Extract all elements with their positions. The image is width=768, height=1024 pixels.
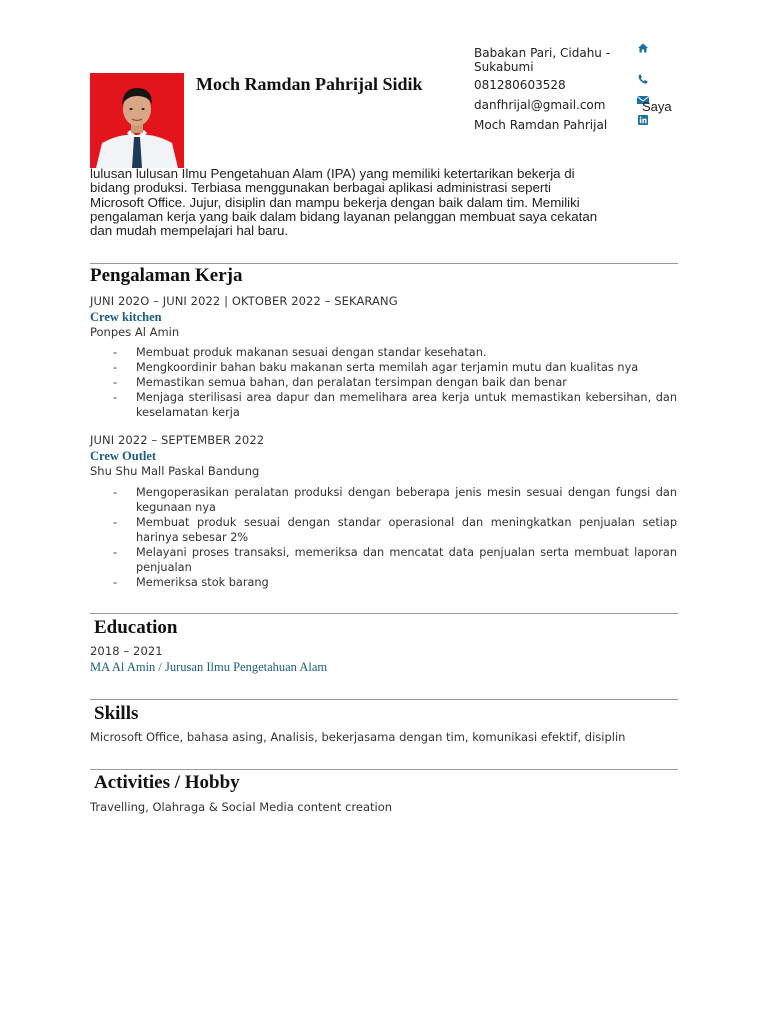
bullet-marker: - [113,346,118,359]
bullet-marker: - [113,486,118,499]
list-item-text: Melayani proses transaksi, memeriksa dan mencatat data penjualan serta membuat laporan penjualan [136,546,677,574]
summary-line: lulusan lulusan Ilmu Pengetahuan Alam (IPA) yang memiliki ketertarikan bekerja di [90,166,575,181]
list-item [113,360,677,375]
list-item [113,545,677,575]
education-date: 2018 – 2021 [90,644,163,658]
job-date: JUNI 2022 – SEPTEMBER 2022 [90,433,265,447]
bullet-marker: - [113,361,118,374]
bullet-marker: - [113,516,118,529]
activities-heading: Activities / Hobby [94,772,240,793]
address-line-1: Babakan Pari, Cidahu - [474,46,611,60]
list-item-text: Membuat produk makanan sesuai dengan standar kesehatan. [136,346,487,359]
list-item-text: Menjaga sterilisasi area dapur dan memelihara area kerja untuk memastikan kebersihan, dan keselamatan kerja [136,391,677,419]
summary-line: Microsoft Office. Jujur, disiplin dan mampu bekerja dengan baik dalam tim. Memiliki [90,194,580,210]
section-divider [90,263,678,264]
candidate-name: Moch Ramdan Pahrijal Sidik [196,74,423,94]
education-heading: Education [94,617,178,638]
list-item-text: Memastikan semua bahan, dan peralatan tersimpan dengan baik dan benar [136,376,567,389]
job-date: JUNI 202O – JUNI 2022 | OKTOBER 2022 – SEKARANG [90,294,398,308]
job-role: Crew kitchen [90,310,162,324]
job-organization: Shu Shu Mall Paskal Bandung [90,464,260,478]
list-item-text: Mengkoordinir bahan baku makanan serta memilah agar terjamin mutu dan kualitas nya [136,361,639,374]
profile-photo [90,73,184,168]
list-item [113,515,677,545]
summary-line: pengalaman kerja yang baik dalam bidang layanan pelanggan membuat saya cekatan [90,208,598,224]
list-item [113,375,677,390]
list-item-text: Mengoperasikan peralatan produksi dengan beberapa jenis mesin sesuai dengan fungsi dan kegunaan nya [136,486,677,514]
bullet-marker: - [113,391,118,404]
skills-list: Microsoft Office, bahasa asing, Analisis, bekerjasama dengan tim, komunikasi efektif, disiplin [90,730,626,744]
experience-heading: Pengalaman Kerja [90,265,243,286]
bullet-marker: - [113,576,118,589]
activities-list: Travelling, Olahraga & Social Media content creation [90,800,393,814]
summary-line: dan mudah mempelajari hal baru. [90,223,289,239]
bullet-marker: - [113,546,118,559]
profile-summary [90,167,678,238]
job-duties-list [113,485,677,590]
list-item [113,575,677,590]
linkedin-name[interactable]: Moch Ramdan Pahrijal [474,118,608,132]
email-address[interactable]: danfhrijal@gmail.com [474,98,606,112]
section-divider [90,699,678,700]
address-line-2: Sukabumi [474,60,534,74]
phone-number: 081280603528 [474,78,566,92]
section-divider [90,769,678,770]
list-item [113,485,677,515]
list-item-text: Memeriksa stok barang [136,576,269,589]
job-duties-list [113,345,677,420]
job-organization: Ponpes Al Amin [90,325,180,339]
list-item [113,390,677,420]
bullet-marker: - [113,376,118,389]
phone-icon [636,72,650,86]
education-school: MA Al Amin / Jurusan Ilmu Pengetahuan Alam [90,660,328,674]
contact-extra-text: Saya [642,99,672,114]
section-divider [90,613,678,614]
home-icon [636,41,650,55]
list-item-text: Membuat produk sesuai dengan standar operasional dan meningkatkan penjualan setiap harinya sebesar 2% [136,516,677,544]
list-item [113,345,677,360]
skills-heading: Skills [94,703,139,724]
job-role: Crew Outlet [90,449,157,463]
summary-line: bidang produksi. Terbiasa menggunakan berbagai aplikasi administrasi seperti [90,180,551,196]
linkedin-icon [636,113,650,127]
